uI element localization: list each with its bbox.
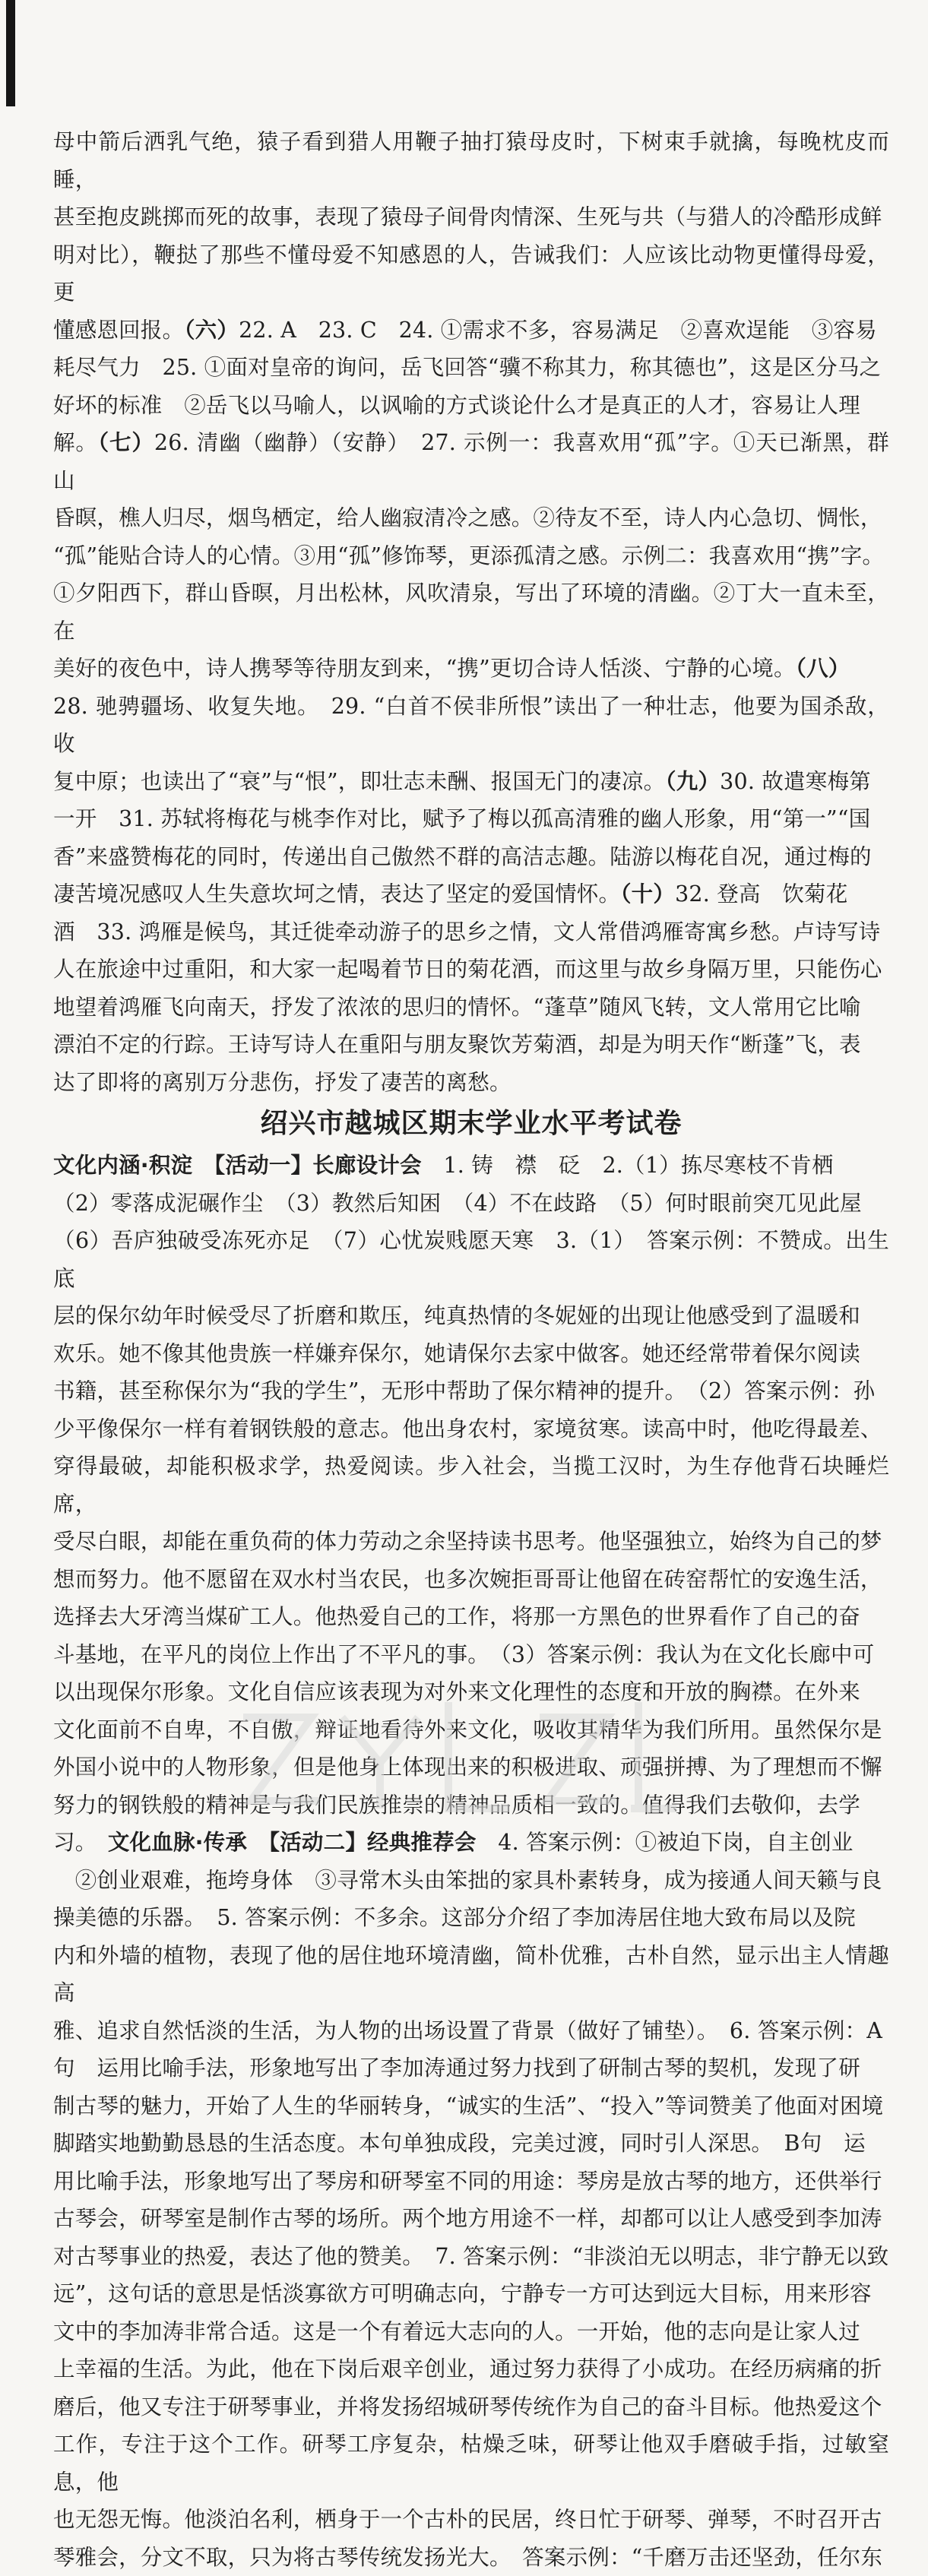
text-fragment: 懂感恩回报。: [53, 318, 184, 343]
text-line: 明对比），鞭挞了那些不懂母爱不知感恩的人，告诫我们：人应该比动物更懂得母爱，更: [53, 236, 889, 312]
text-line: 工作，专注于这个工作。研琴工序复杂，枯燥乏味，研琴让他双手磨破手指，过敏窒息，他: [53, 2426, 889, 2501]
text-line: 古琴会，研琴室是制作古琴的场所。两个地方用途不一样，却都可以让人感受到李加涛: [53, 2200, 889, 2238]
text-line: [53, 763, 889, 801]
text-line: [53, 1147, 889, 1185]
text-fragment: 1. 铸 襟 砭 2.（1）拣尽寒枝不肯栖: [422, 1153, 834, 1178]
text-line: 文化面前不自卑，不自傲，辩证地看待外来文化，吸收其精华为我们所用。虽然保尔是: [53, 1711, 889, 1749]
text-line: 脚踏实地勤勤恳恳的生活态度。本句单独成段，完美过渡，同时引人深思。 B句 运: [53, 2125, 889, 2163]
text-line: [53, 312, 889, 350]
section-answers-continued: [53, 123, 889, 1101]
text-fragment: 习。: [53, 1830, 86, 1855]
text-line: 甚至抱皮跳掷而死的故事，表现了猿母子间骨肉情深、生死与共（与猎人的冷酷形成鲜: [53, 198, 889, 236]
text-line: 地望着鸿雁飞向南天，抒发了浓浓的思归的情怀。“蓬草”随风飞转，文人常用它比喻: [53, 989, 889, 1027]
text-line: 少平像保尔一样有着钢铁般的意志。他出身农村，家境贫寒。读高中时，他吃得最差、: [53, 1410, 889, 1448]
exam-title: 绍兴市越城区期末学业水平考试卷: [53, 1103, 889, 1145]
text-line: 一开 31. 苏轼将梅花与桃李作对比，赋予了梅以孤高清雅的幽人形象，用“第一”“国: [53, 800, 889, 838]
text-line: 操美德的乐器。 5. 答案示例：不多余。这部分介绍了李加涛居住地大致布局以及院: [53, 1899, 889, 1937]
text-line: 选择去大牙湾当煤矿工人。他热爱自己的工作，将那一方黑色的世界看作了自己的奋: [53, 1598, 889, 1636]
text-line: 雅、追求自然恬淡的生活，为人物的出场设置了背景（做好了铺垫）。 6. 答案示例：A: [53, 2012, 889, 2050]
text-line: 欢乐。她不像其他贵族一样嫌弃保尔，她请保尔去家中做客。她还经常带着保尔阅读: [53, 1335, 889, 1373]
text-line: 昏暝，樵人归尽，烟鸟栖定，给人幽寂清冷之感。②待友不至，诗人内心急切、惆怅，: [53, 499, 889, 537]
question-group-10-label: （十）: [620, 881, 675, 907]
text-fragment: 32. 登高 饮菊花: [675, 881, 847, 907]
text-line: 穿得最破，却能积极求学，热爱阅读。步入社会，当揽工汉时，为生存他背石块睡烂席，: [53, 1448, 889, 1523]
text-line: 人在旅途中过重阳，和大家一起喝着节日的菊花酒，而这里与故乡身隔万里，只能伤心: [53, 951, 889, 989]
text-fragment: 解。: [53, 430, 98, 455]
question-group-6-label: （六）: [184, 318, 239, 343]
text-line: 好坏的标准 ②岳飞以马喻人，以讽喻的方式谈论什么才是真正的人才，容易让人理: [53, 387, 889, 425]
text-line: （6）吾庐独破受冻死亦足 （7）心忧炭贱愿天寒 3.（1） 答案示例：不赞成。出生底: [53, 1222, 889, 1297]
watermark-graphic: [228, 1672, 684, 1831]
section-exam-answers: [53, 1147, 889, 2576]
text-line: 上幸福的生活。为此，他在下岗后艰辛创业，通过努力获得了小成功。在经历病痛的折: [53, 2350, 889, 2388]
answer-page: [53, 123, 889, 2576]
question-group-8-label: （八）: [796, 656, 850, 681]
text-line: 外国小说中的人物形象，但是他身上体现出来的积极进取、顽强拼搏、为了理想而不懈: [53, 1748, 889, 1786]
text-line: 也无怨无悔。他淡泊名利，栖身于一个古朴的民居，终日忙于研琴、弹琴，不时召开古: [53, 2501, 889, 2539]
text-line: 用比喻手法，形象地写出了琴房和研琴室不同的用途：琴房是放古琴的地方，还供举行: [53, 2163, 889, 2201]
text-line: 文中的李加涛非常合适。这是一个有着远大志向的人。一开始，他的志向是让家人过: [53, 2313, 889, 2351]
text-line: [53, 650, 889, 688]
text-fragment: 美好的夜色中，诗人携琴等待朋友到来，“携”更切合诗人恬淡、宁静的心境。: [53, 656, 796, 681]
text-line: 母中箭后洒乳气绝，猿子看到猎人用鞭子抽打猿母皮时，下树束手就擒，每晚枕皮而睡，: [53, 123, 889, 198]
text-fragment: 30. 故遣寒梅第: [720, 769, 871, 794]
text-fragment: 复中原；也读出了“衰”与“恨”，即壮志未酬、报国无门的凄凉。: [53, 769, 665, 794]
text-line: ②创业艰难，拖垮身体 ③寻常木头由笨拙的家具朴素转身，成为接通人间天籁与良: [53, 1862, 889, 1900]
text-line: 句 运用比喻手法，形象地写出了李加涛通过努力找到了研制古琴的契机，发现了研: [53, 2049, 889, 2087]
text-line: 想而努力。他不愿留在双水村当农民，也多次婉拒哥哥让他留在砖窑帮忙的安逸生活，: [53, 1561, 889, 1599]
text-line: 耗尽气力 25. ①面对皇帝的询问，岳飞回答“骥不称其力，称其德也”，这是区分马之: [53, 349, 889, 387]
activity-2-heading: 文化血脉·传承 【活动二】经典推荐会: [86, 1830, 476, 1855]
question-group-9-label: （九）: [665, 769, 720, 794]
text-fragment: 26. 清幽（幽静）（安静） 27. 示例一：我喜欢用“孤”字。①天已渐黑，群山: [53, 430, 889, 493]
text-line: 酒 33. 鸿雁是候鸟，其迁徙牵动游子的思乡之情，文人常借鸿雁寄寓乡愁。卢诗写诗: [53, 913, 889, 951]
text-line: 努力的钢铁般的精神是与我们民族推崇的精神品质相一致的。值得我们去敬仰，去学: [53, 1786, 889, 1824]
text-line: ①夕阳西下，群山昏暝，月出松林，风吹清泉，写出了环境的清幽。②丁大一直未至，在: [53, 574, 889, 650]
text-line: 琴雅会，分文不取，只为将古琴传统发扬光大。 答案示例：“千磨万击还坚劲，任尔东: [53, 2539, 889, 2576]
text-line: 28. 驰骋疆场、收复失地。 29. “白首不侯非所恨”读出了一种壮志，他要为国杀敌，收: [53, 688, 889, 763]
text-fragment: 凄苦境况感叹人生失意坎坷之情，表达了坚定的爱国情怀。: [53, 881, 620, 907]
text-line: 远”，这句话的意思是恬淡寡欲方可明确志向，宁静专一方可达到远大目标，用来形容: [53, 2275, 889, 2313]
text-fragment: 22. A 23. C 24. ①需求不多，容易满足 ②喜欢逞能 ③容易: [239, 318, 877, 343]
question-group-7-label: （七）: [98, 430, 154, 455]
text-line: （2）零落成泥碾作尘 （3）教然后知困 （4）不在歧路 （5）何时眼前突兀见此屋: [53, 1185, 889, 1223]
page-edge-bar: [6, 0, 15, 106]
text-line: [53, 424, 889, 499]
activity-1-heading: 文化内涵·积淀 【活动一】长廊设计会: [53, 1153, 422, 1178]
text-line: 层的保尔幼年时候受尽了折磨和欺压，纯真热情的冬妮娅的出现让他感受到了温暖和: [53, 1297, 889, 1335]
text-line: [53, 875, 889, 913]
text-line: 以出现保尔形象。文化自信应该表现为对外来文化理性的态度和开放的胸襟。在外来: [53, 1673, 889, 1711]
text-line: 香”来盛赞梅花的同时，传递出自己傲然不群的高洁志趣。陆游以梅花自况，通过梅的: [53, 838, 889, 876]
text-line: 书籍，甚至称保尔为“我的学生”，无形中帮助了保尔精神的提升。 （2）答案示例：孙: [53, 1372, 889, 1410]
text-line: 磨后，他又专注于研琴事业，并将发扬绍城研琴传统作为自己的奋斗目标。他热爱这个: [53, 2388, 889, 2426]
text-line: 达了即将的离别万分悲伤，抒发了凄苦的离愁。: [53, 1064, 889, 1102]
text-fragment: 4. 答案示例：①被迫下岗，自主创业: [477, 1830, 854, 1855]
text-line: 内和外墙的植物，表现了他的居住地环境清幽，简朴优雅，古朴自然，显示出主人情趣高: [53, 1937, 889, 2012]
text-line: 对古琴事业的热爱，表达了他的赞美。 7. 答案示例：“非淡泊无以明志，非宁静无以致: [53, 2238, 889, 2276]
text-line: 漂泊不定的行踪。王诗写诗人在重阳与朋友聚饮芳菊酒，却是为明天作“断蓬”飞，表: [53, 1026, 889, 1064]
text-line: “孤”能贴合诗人的心情。③用“孤”修饰琴，更添孤清之感。示例二：我喜欢用“携”字。: [53, 537, 889, 575]
text-line: 受尽白眼，却能在重负荷的体力劳动之余坚持读书思考。他坚强独立，始终为自己的梦: [53, 1523, 889, 1561]
text-line: 制古琴的魅力，开始了人生的华丽转身，“诚实的生活”、“投入”等词赞美了他面对困境: [53, 2087, 889, 2125]
text-line: 斗基地，在平凡的岗位上作出了不平凡的事。 （3）答案示例：我认为在文化长廊中可: [53, 1636, 889, 1674]
